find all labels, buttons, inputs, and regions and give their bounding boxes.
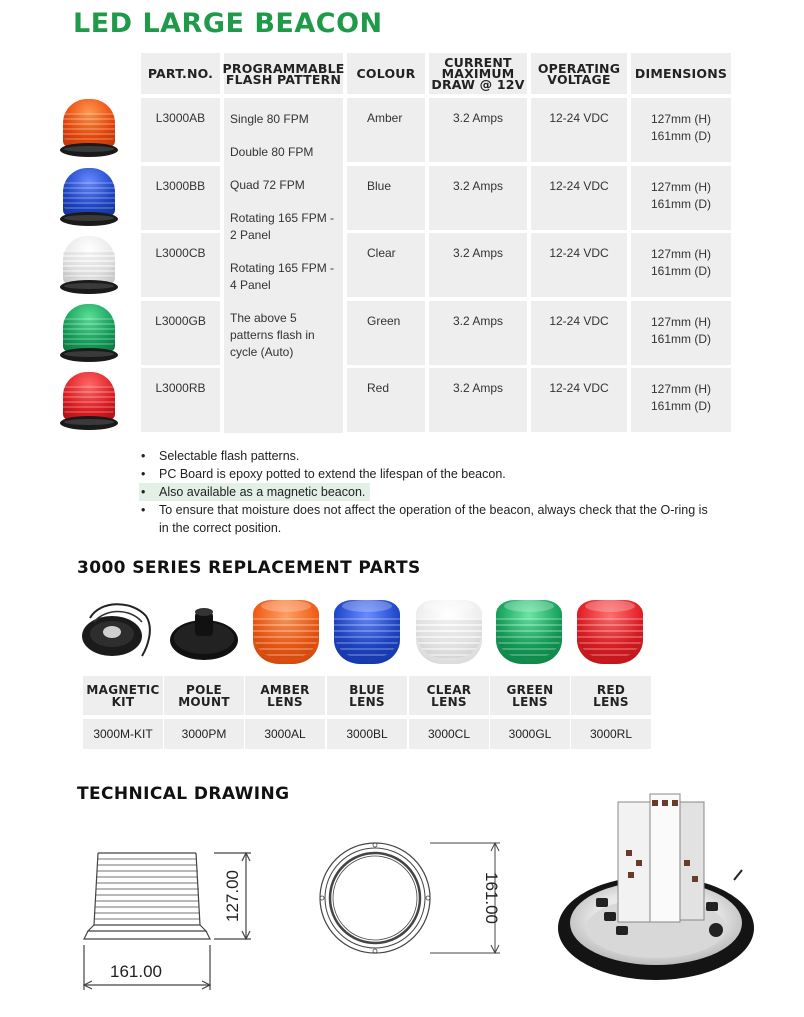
part-code-cell: 3000GL <box>490 719 570 749</box>
colour-cell: Green <box>347 301 425 365</box>
blue-lens-image <box>330 598 404 668</box>
voltage-cell: 12-24 VDC <box>531 166 627 230</box>
header-current: CURRENT MAXIMUM DRAW @ 12V <box>429 53 527 94</box>
part-name-cell: CLEAR LENS <box>409 676 489 715</box>
replacement-parts-title: 3000 SERIES REPLACEMENT PARTS <box>77 558 421 578</box>
part-name-cell: BLUE LENS <box>327 676 407 715</box>
current-cell: 3.2 Amps <box>429 301 527 365</box>
clear-beacon-image <box>60 234 118 300</box>
header-dimensions: DIMENSIONS <box>631 53 731 94</box>
voltage-cell: 12-24 VDC <box>531 98 627 162</box>
colour-cell: Red <box>347 368 425 432</box>
part-name-cell: RED LENS <box>571 676 651 715</box>
header-voltage: OPERATING VOLTAGE <box>531 53 627 94</box>
voltage-cell: 12-24 VDC <box>531 301 627 365</box>
magnetic-kit-image <box>80 598 154 668</box>
part-name-cell: MAGNETIC KIT <box>83 676 163 715</box>
part-code-cell: 3000AL <box>245 719 325 749</box>
part-number-cell: L3000BB <box>141 166 220 230</box>
list-item: • Also available as a magnetic beacon. <box>139 483 370 501</box>
part-number-cell: L3000CB <box>141 233 220 297</box>
clear-lens-image <box>412 598 486 668</box>
colour-cell: Blue <box>347 166 425 230</box>
voltage-cell: 12-24 VDC <box>531 233 627 297</box>
technical-drawing-title: TECHNICAL DRAWING <box>77 784 290 804</box>
header-part-no: PART.NO. <box>141 53 220 94</box>
green-beacon-image <box>60 302 118 368</box>
colour-cell: Amber <box>347 98 425 162</box>
amber-lens-image <box>249 598 323 668</box>
part-code-cell: 3000M-KIT <box>83 719 163 749</box>
part-code-cell: 3000RL <box>571 719 651 749</box>
list-item: • To ensure that moisture does not affect the operation of the beacon, always check that the O-ring is in the correct position. <box>139 501 719 537</box>
green-lens-image <box>492 598 566 668</box>
amber-beacon-image <box>60 97 118 163</box>
pole-mount-image <box>167 598 241 668</box>
part-name-cell: AMBER LENS <box>245 676 325 715</box>
spec-table <box>141 53 731 433</box>
flash-pattern-cell: Single 80 FPM Double 80 FPM Quad 72 FPM Rotating 165 FPM - 2 Panel Rotating 165 FPM - 4 Panel The above 5 patterns flash in cycle (Auto) <box>224 98 343 433</box>
part-name-cell: POLE MOUNT <box>164 676 244 715</box>
top-view-drawing <box>315 840 515 980</box>
current-cell: 3.2 Amps <box>429 166 527 230</box>
dimensions-cell: 127mm (H) 161mm (D) <box>631 301 731 365</box>
current-cell: 3.2 Amps <box>429 233 527 297</box>
dimensions-cell: 127mm (H) 161mm (D) <box>631 233 731 297</box>
header-colour: COLOUR <box>347 53 425 94</box>
colour-cell: Clear <box>347 233 425 297</box>
part-code-cell: 3000BL <box>327 719 407 749</box>
internal-beacon-photo <box>556 780 756 985</box>
width-dimension-label: 161.00 <box>110 962 162 981</box>
list-item: • PC Board is epoxy potted to extend the lifespan of the beacon. <box>139 465 719 483</box>
part-number-cell: L3000GB <box>141 301 220 365</box>
diameter-dimension-label: 161.00 <box>482 872 501 924</box>
dimensions-cell: 127mm (H) 161mm (D) <box>631 368 731 432</box>
dimensions-cell: 127mm (H) 161mm (D) <box>631 98 731 162</box>
part-code-cell: 3000CL <box>409 719 489 749</box>
part-number-cell: L3000RB <box>141 368 220 432</box>
list-item: • Selectable flash patterns. <box>139 447 719 465</box>
header-flash-pattern: PROGRAMMABLE FLASH PATTERN <box>224 53 343 94</box>
current-cell: 3.2 Amps <box>429 368 527 432</box>
height-dimension-label: 127.00 <box>223 870 242 922</box>
current-cell: 3.2 Amps <box>429 98 527 162</box>
blue-beacon-image <box>60 166 118 232</box>
dimensions-cell: 127mm (H) 161mm (D) <box>631 166 731 230</box>
side-view-drawing <box>76 835 276 995</box>
page-title: LED LARGE BEACON <box>73 8 383 39</box>
voltage-cell: 12-24 VDC <box>531 368 627 432</box>
red-beacon-image <box>60 370 118 436</box>
red-lens-image <box>573 598 647 668</box>
part-code-cell: 3000PM <box>164 719 244 749</box>
part-number-cell: L3000AB <box>141 98 220 162</box>
part-name-cell: GREEN LENS <box>490 676 570 715</box>
feature-notes <box>139 447 719 537</box>
